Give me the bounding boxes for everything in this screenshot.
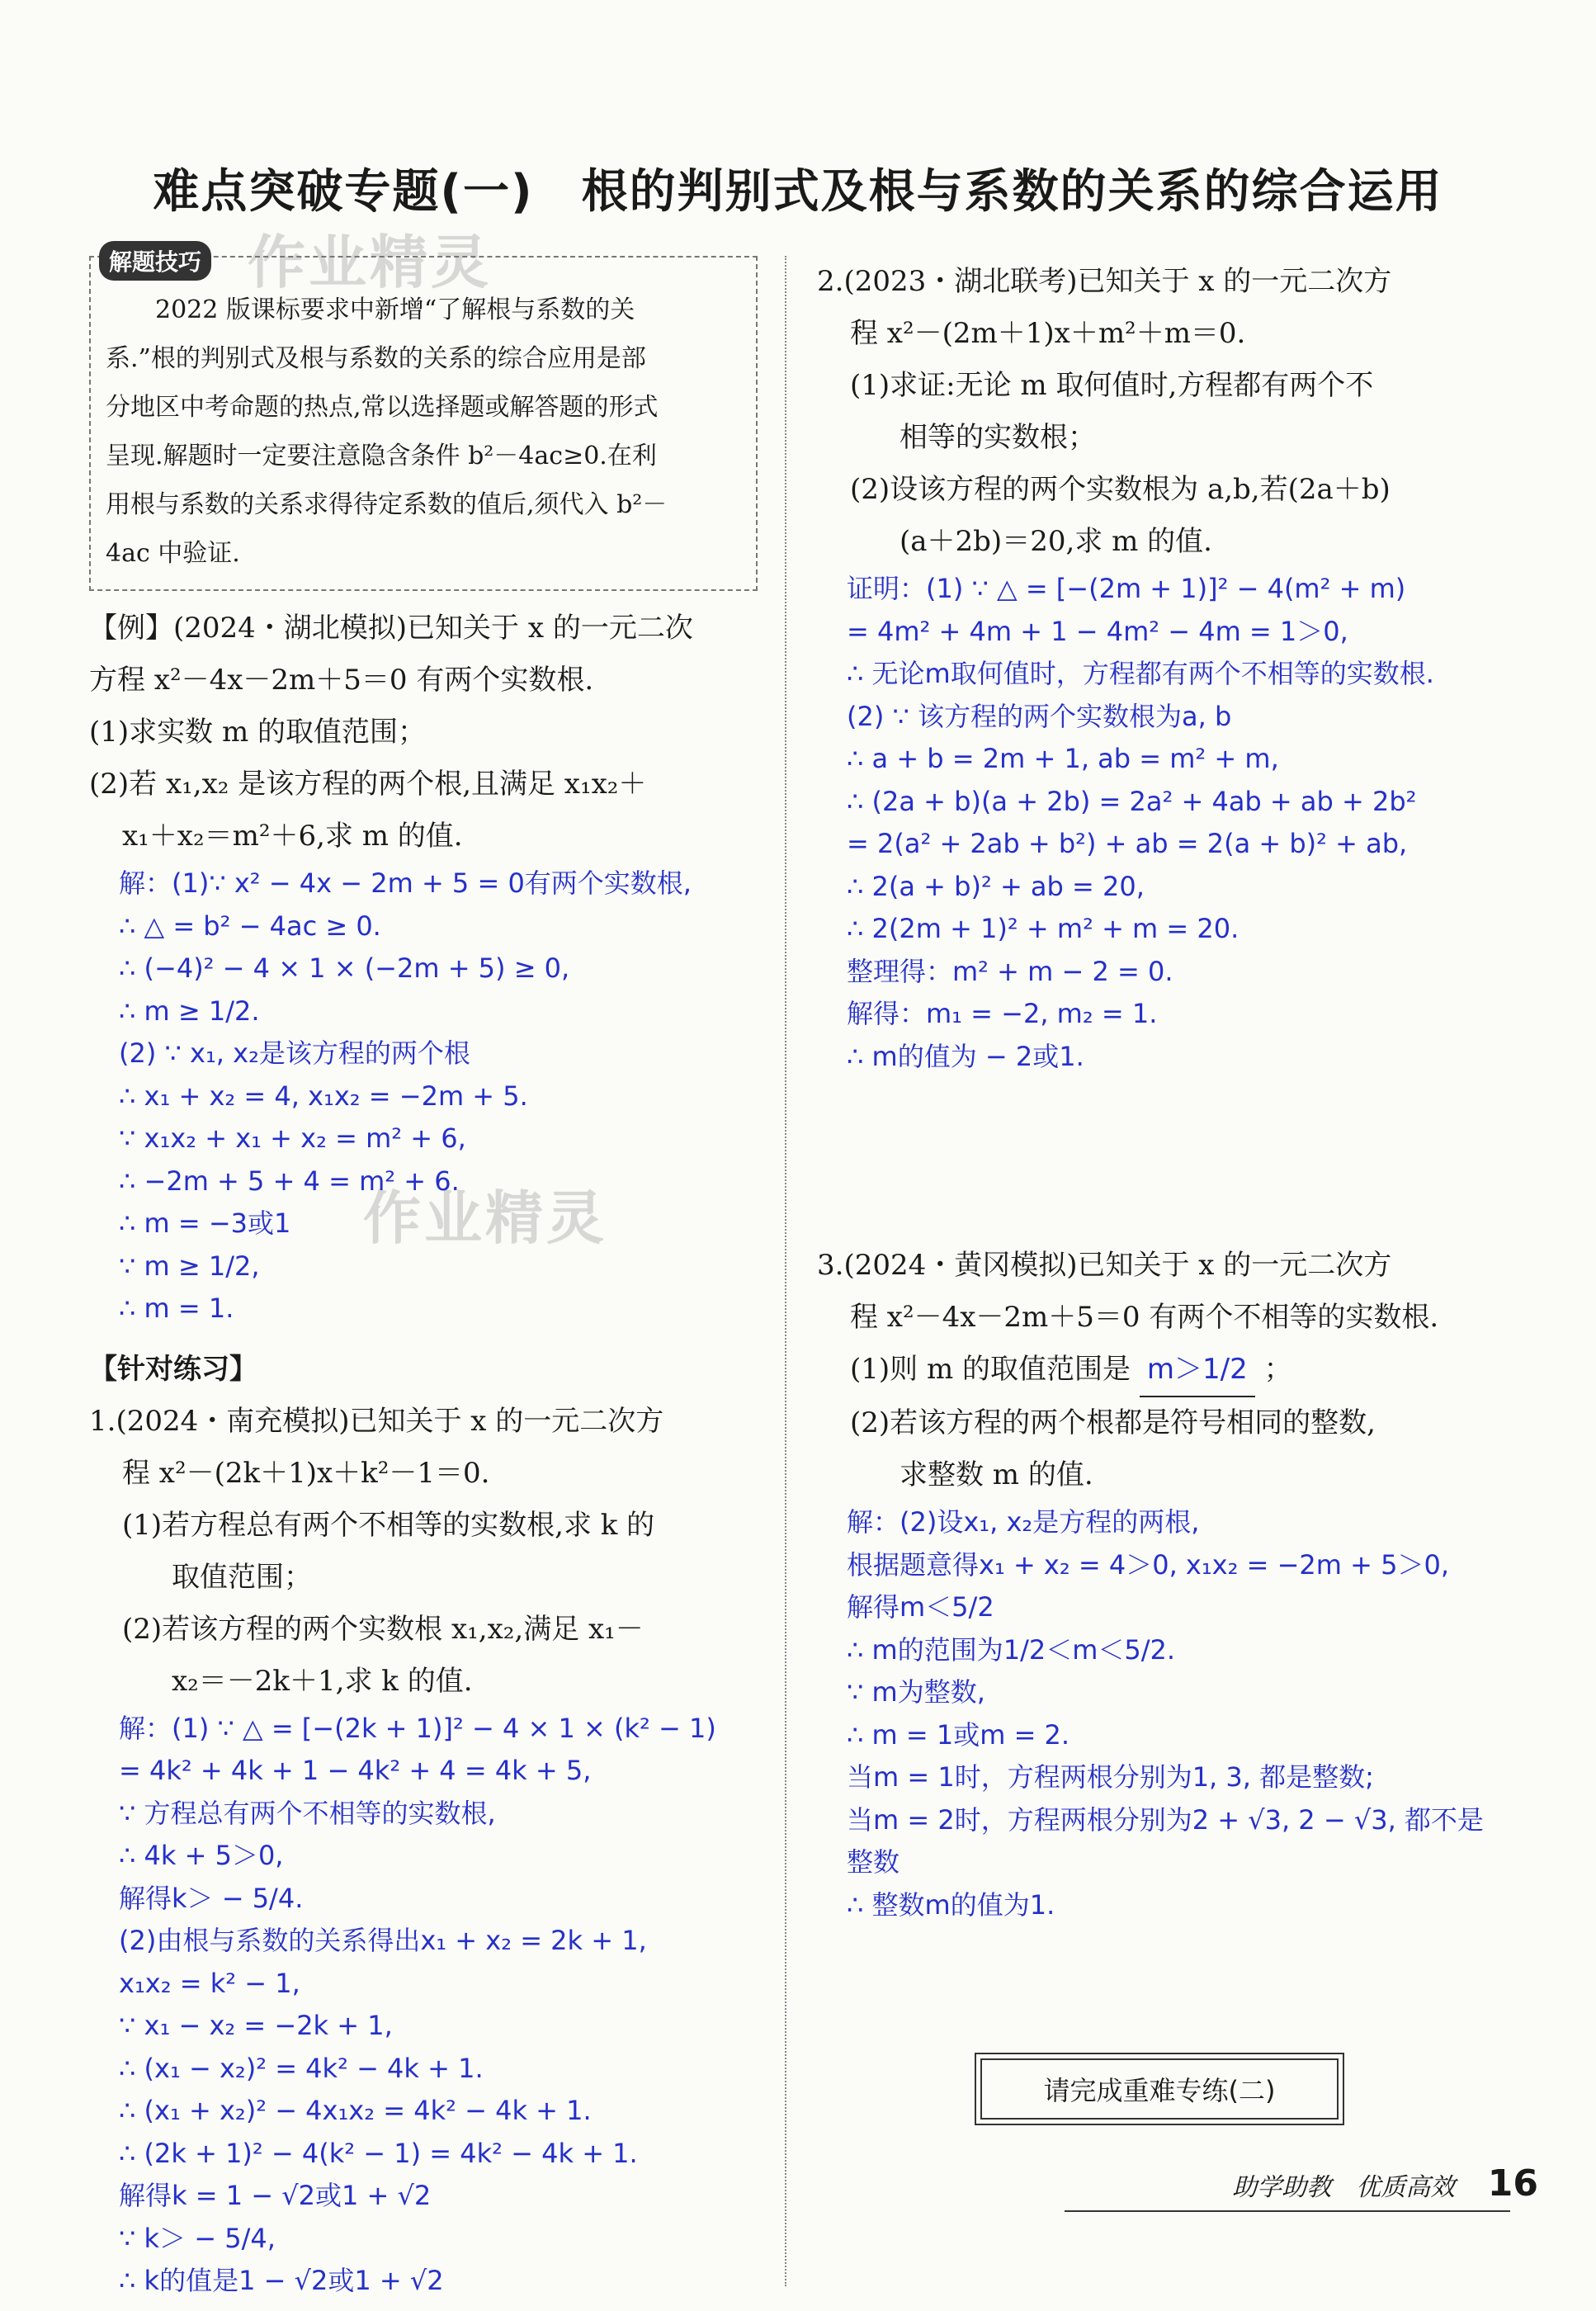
page-number: 16 xyxy=(1487,2162,1538,2205)
example-answer xyxy=(89,862,758,1330)
question-sub: (1)若方程总有两个不相等的实数根,求 k 的 xyxy=(122,1508,655,1542)
answer-line: 证明：(1) ∵ △ = [−(2m + 1)]² − 4(m² + m) xyxy=(847,573,1406,604)
question-stem: 程 x²－4x－2m＋5＝0 有两个不相等的实数根. xyxy=(850,1301,1439,1334)
question-sub: (2)设该方程的两个实数根为 a,b,若(2a＋b) xyxy=(850,473,1391,506)
answer-line: (2) ∵ 该方程的两个实数根为a, b xyxy=(847,700,1232,732)
answer-line: ∴ m ≥ 1/2. xyxy=(119,995,260,1027)
left-column xyxy=(89,248,758,2303)
tip-line: 4ac 中验证. xyxy=(106,539,240,568)
answer-line: ∴ m的范围为1/2＜m＜5/2. xyxy=(847,1633,1176,1666)
answer-line: 解得k = 1 − √2或1 + √2 xyxy=(119,2180,432,2211)
boxed-note: 请完成重难专练(二) xyxy=(980,2058,1339,2120)
answer-line: ∴ 整数m的值为1. xyxy=(847,1888,1055,1921)
watermark: 作业精灵 xyxy=(363,1184,607,1252)
example-sub: (1)求实数 m 的取值范围； xyxy=(89,716,427,749)
question-stem: 3.(2024・黄冈模拟)已知关于 x 的一元二次方 xyxy=(817,1249,1392,1282)
question-3 xyxy=(817,1240,1502,1926)
question-sub: 取值范围； xyxy=(172,1560,312,1594)
answer-line: ∴ 无论m取何值时，方程都有两个不相等的实数根. xyxy=(847,658,1434,689)
answer-line: ∵ 方程总有两个不相等的实数根, xyxy=(119,1797,496,1829)
answer-line: ∴ a + b = 2m + 1, ab = m² + m, xyxy=(847,743,1279,774)
answer-line: ∴ m = 1或m = 2. xyxy=(847,1718,1070,1751)
answer-line: 当m = 1时，方程两根分别为1, 3, 都是整数; xyxy=(847,1761,1374,1793)
question-stem: 1.(2024・南充模拟)已知关于 x 的一元二次方 xyxy=(89,1404,664,1438)
right-column xyxy=(817,256,1502,2120)
question-1-answer xyxy=(89,1708,758,2303)
question-sub: (1)求证:无论 m 取何值时,方程都有两个不 xyxy=(850,369,1374,402)
footer-rule xyxy=(1065,2210,1510,2212)
question-sub: x₂＝－2k＋1,求 k 的值. xyxy=(172,1664,473,1698)
question-sub: (a＋2b)＝20,求 m 的值. xyxy=(900,525,1212,558)
answer-line: 整理得：m² + m − 2 = 0. xyxy=(847,955,1173,987)
question-stem: 2.(2023・湖北联考)已知关于 x 的一元二次方 xyxy=(817,265,1392,298)
answer-line: ∴ (x₁ − x₂)² = 4k² − 4k + 1. xyxy=(119,2052,484,2084)
answer-line: ∴ (x₁ + x₂)² − 4x₁x₂ = 4k² − 4k + 1. xyxy=(119,2095,592,2126)
question-1 xyxy=(89,1396,758,2303)
example-stem: 方程 x²－4x－2m＋5＝0 有两个实数根. xyxy=(89,664,594,697)
question-stem: 程 x²－(2k＋1)x＋k²－1＝0. xyxy=(122,1456,490,1490)
question-2-answer xyxy=(817,568,1502,1078)
answer-line: ∴ m = −3或1 xyxy=(119,1207,291,1239)
question-sub: 相等的实数根； xyxy=(900,421,1096,454)
question-3-answer xyxy=(817,1501,1502,1926)
question-sub: (2)若该方程的两个根都是符号相同的整数, xyxy=(850,1406,1376,1439)
answer-line: = 4k² + 4k + 1 − 4k² + 4 = 4k + 5, xyxy=(119,1755,592,1786)
answer-line: ∵ m为整数, xyxy=(847,1676,985,1708)
answer-line: ∴ −2m + 5 + 4 = m² + 6. xyxy=(119,1165,460,1197)
column-divider xyxy=(785,256,786,2286)
answer-line: ∵ x₁ − x₂ = −2k + 1, xyxy=(119,2010,393,2041)
blank-space xyxy=(817,1078,1502,1240)
tip-line: 2022 版课标要求中新增“了解根与系数的关 xyxy=(106,295,635,324)
watermark: 作业精灵 xyxy=(248,229,492,296)
footer-slogan: 助学助教 优质高效 xyxy=(1232,2173,1456,2202)
question-sub: 求整数 m 的值. xyxy=(900,1458,1093,1491)
practice-heading: 【针对练习】 xyxy=(89,1352,257,1386)
answer-line: ∴ 4k + 5＞0, xyxy=(119,1840,284,1871)
example-stem: 【例】(2024・湖北模拟)已知关于 x 的一元二次 xyxy=(89,612,693,645)
answer-line: ∵ x₁x₂ + x₁ + x₂ = m² + 6, xyxy=(119,1122,466,1154)
tip-tag: 解题技巧 xyxy=(99,241,211,281)
question-sub-text: (1)则 m 的取值范围是 xyxy=(850,1353,1131,1386)
question-sub: (2)若该方程的两个实数根 x₁,x₂,满足 x₁－ xyxy=(122,1612,644,1646)
answer-line: 当m = 2时，方程两根分别为2 + √3, 2 − √3, 都不是整数 xyxy=(847,1803,1484,1878)
example-block xyxy=(89,603,758,1330)
answer-line: ∴ △ = b² − 4ac ≥ 0. xyxy=(119,910,381,942)
tip-box xyxy=(89,248,758,591)
answer-line: x₁x₂ = k² − 1, xyxy=(119,1967,300,1999)
tip-line: 分地区中考命题的热点,常以选择题或解答题的形式 xyxy=(106,393,659,422)
question-stem: 程 x²－(2m＋1)x＋m²＋m＝0. xyxy=(850,317,1246,350)
answer-line: ∴ m的值为 − 2或1. xyxy=(847,1040,1084,1072)
answer-line: = 4m² + 4m + 1 − 4m² − 4m = 1＞0, xyxy=(847,615,1348,647)
answer-line: 解得：m₁ = −2, m₂ = 1. xyxy=(847,998,1158,1029)
question-sub xyxy=(817,1344,1502,1397)
page-title: 难点突破专题(一) 根的判别式及根与系数的关系的综合运用 xyxy=(153,165,1443,219)
answer-line: ∵ m ≥ 1/2, xyxy=(119,1250,260,1282)
answer-line: 解：(2)设x₁, x₂是方程的两根, xyxy=(847,1506,1200,1538)
answer-line: ∴ 2(2m + 1)² + m² + m = 20. xyxy=(847,913,1239,944)
tip-line: 系.”根的判别式及根与系数的关系的综合应用是部 xyxy=(106,344,646,373)
answer-line: ∴ x₁ + x₂ = 4, x₁x₂ = −2m + 5. xyxy=(119,1080,528,1112)
answer-line: ∴ k的值是1 − √2或1 + √2 xyxy=(119,2265,444,2296)
page-footer xyxy=(1232,2162,1538,2205)
question-sub-text: ； xyxy=(1263,1353,1292,1386)
example-sub: x₁＋x₂＝m²＋6,求 m 的值. xyxy=(122,820,463,853)
answer-line: 解得m＜5/2 xyxy=(847,1591,994,1623)
answer-line: ∴ (2a + b)(a + 2b) = 2a² + 4ab + ab + 2b² xyxy=(847,785,1417,817)
example-sub: (2)若 x₁,x₂ 是该方程的两个根,且满足 x₁x₂＋ xyxy=(89,768,647,801)
answer-blank: m＞1/2 xyxy=(1140,1344,1255,1397)
answer-line: 根据题意得x₁ + x₂ = 4＞0, x₁x₂ = −2m + 5＞0, xyxy=(847,1548,1449,1581)
answer-line: 解：(1)∵ x² − 4x − 2m + 5 = 0有两个实数根, xyxy=(119,867,692,899)
answer-line: ∴ 2(a + b)² + ab = 20, xyxy=(847,870,1145,902)
question-2 xyxy=(817,256,1502,1078)
answer-line: 解得k＞ − 5/4. xyxy=(119,1882,304,1914)
tip-line: 呈现.解题时一定要注意隐含条件 b²－4ac≥0.在利 xyxy=(106,442,657,470)
answer-line: (2) ∵ x₁, x₂是该方程的两个根 xyxy=(119,1037,470,1069)
answer-line: ∴ m = 1. xyxy=(119,1293,234,1324)
answer-line: ∴ (−4)² − 4 × 1 × (−2m + 5) ≥ 0, xyxy=(119,952,570,984)
answer-line: ∴ (2k + 1)² − 4(k² − 1) = 4k² − 4k + 1. xyxy=(119,2137,638,2169)
answer-line: ∵ k＞ − 5/4, xyxy=(119,2222,276,2254)
answer-line: (2)由根与系数的关系得出x₁ + x₂ = 2k + 1, xyxy=(119,1925,647,1956)
tip-line: 用根与系数的关系求得待定系数的值后,须代入 b²－ xyxy=(106,490,668,519)
answer-line: 解：(1) ∵ △ = [−(2k + 1)]² − 4 × 1 × (k² − 1) xyxy=(119,1712,716,1744)
answer-line: = 2(a² + 2ab + b²) + ab = 2(a + b)² + ab, xyxy=(847,828,1408,859)
